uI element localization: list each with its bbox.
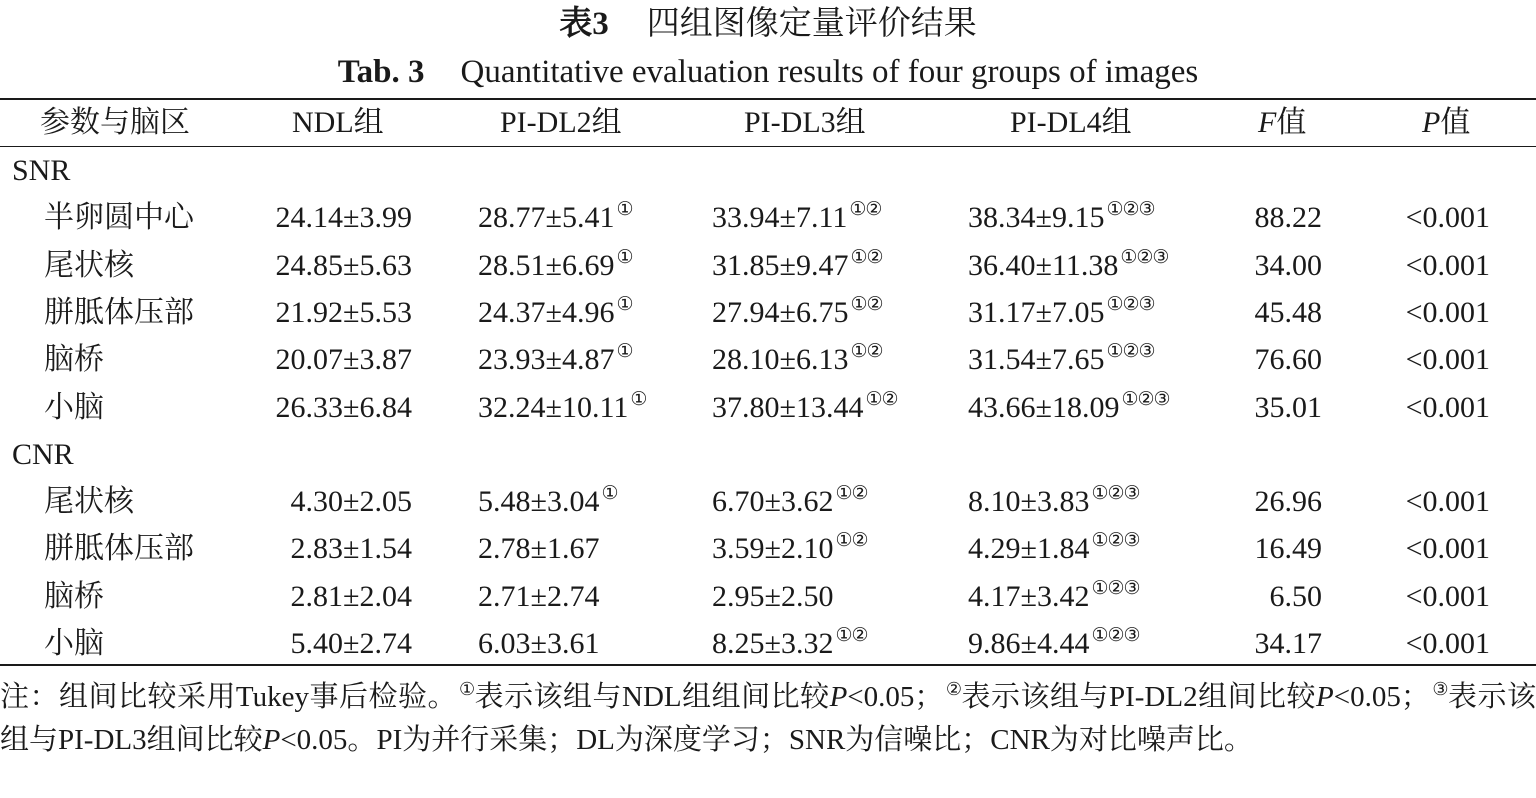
cell-dl2-value: 2.78±1.67: [478, 532, 600, 566]
cell-dl4-value: 43.66±18.09: [968, 390, 1120, 424]
cell-dl4-significance-mark: ①②③: [1091, 625, 1140, 646]
header-pi-dl2-group: PI-DL2组: [500, 106, 622, 139]
header-p-suffix: 值: [1440, 106, 1471, 139]
cell-dl4-significance-mark: ①②③: [1120, 246, 1169, 268]
cell-dl2-value: 2.71±2.74: [478, 579, 600, 613]
note-marker-2: ②: [945, 679, 962, 699]
cell-dl4-significance-mark: ①②③: [1091, 577, 1140, 599]
note-p-2: P: [1316, 681, 1334, 713]
note-cond-2: <0.05；: [1333, 681, 1430, 713]
cell-dl3: [712, 621, 868, 667]
cell-region: 脑桥: [44, 579, 104, 613]
cell-region: 脑桥: [44, 343, 104, 377]
table-row: [0, 195, 1536, 241]
cell-dl3-significance-mark: ①②: [865, 388, 898, 410]
header-f-suffix: 值: [1276, 106, 1307, 139]
cell-f-value: 16.49: [1254, 532, 1322, 566]
cell-ndl: 24.14±3.99: [275, 201, 412, 235]
cell-ndl: 4.30±2.05: [290, 485, 412, 519]
cell-ndl: 2.81±2.04: [290, 579, 412, 613]
section-label: SNR: [12, 154, 71, 187]
header-p-value: [1422, 100, 1470, 146]
header-ndl-group: NDL组: [292, 106, 384, 139]
table-row: [0, 526, 1536, 572]
cell-dl4-value: 31.54±7.65: [968, 343, 1105, 377]
note-text-1: 表示该组与NDL组组间比较: [474, 681, 830, 713]
cell-dl3-significance-mark: ①②: [835, 625, 868, 646]
section-label: CNR: [12, 437, 74, 471]
cell-dl4-significance-mark: ①②③: [1106, 341, 1155, 363]
cell-dl2-value: 23.93±4.87: [478, 343, 615, 377]
cell-dl3: [712, 385, 898, 431]
cell-dl4: [968, 337, 1155, 383]
cell-dl2-value: 32.24±10.11: [478, 390, 629, 424]
cell-dl4-value: 4.17±3.42: [968, 579, 1090, 613]
cell-dl3-value: 37.80±13.44: [712, 390, 864, 424]
cell-dl2-significance-mark: ①: [616, 293, 633, 315]
cell-region: 小脑: [44, 627, 104, 660]
header-pi-dl3-group: PI-DL3组: [744, 106, 866, 139]
cell-p-value: <0.001: [1405, 201, 1490, 235]
cell-dl4: [968, 621, 1140, 667]
note-p-1: P: [829, 681, 848, 713]
header-f-letter: F: [1258, 106, 1277, 139]
cell-dl4-value: 36.40±11.38: [968, 248, 1119, 282]
cell-dl2: [478, 574, 599, 620]
cell-ndl: 2.83±1.54: [290, 532, 412, 566]
cell-dl2: [478, 385, 646, 431]
cell-dl2: [478, 621, 599, 667]
table-caption-chinese: 四组图像定量评价结果: [646, 6, 977, 42]
cell-ndl: 5.40±2.74: [290, 627, 412, 660]
cell-p-value: <0.001: [1405, 485, 1490, 519]
note-p-3: P: [262, 724, 281, 756]
cell-dl3-significance-mark: ①②: [850, 246, 883, 268]
table-row: [0, 385, 1536, 431]
cell-p-value: <0.001: [1405, 248, 1490, 282]
cell-dl2-value: 28.51±6.69: [478, 248, 615, 282]
cell-dl4-value: 9.86±4.44: [968, 627, 1090, 660]
cell-p-value: <0.001: [1405, 532, 1490, 566]
table-title-english: [0, 52, 1536, 92]
header-f-value: [1258, 100, 1306, 146]
header-p-letter: P: [1422, 106, 1441, 139]
note-marker-1: ①: [458, 679, 475, 699]
cell-ndl: 26.33±6.84: [275, 390, 412, 424]
cell-dl2: [478, 290, 633, 336]
table-number-chinese: 表3: [559, 6, 609, 42]
header-pi-dl4-group: PI-DL4组: [1010, 106, 1132, 139]
cell-dl4-significance-mark: ①②③: [1091, 483, 1140, 505]
table-bottom-rule: [0, 664, 1536, 666]
cell-f-value: 34.17: [1254, 627, 1322, 660]
cell-region: 小脑: [44, 390, 104, 424]
cell-f-value: 76.60: [1254, 343, 1322, 377]
cell-dl3: [712, 574, 833, 620]
cell-ndl: 20.07±3.87: [275, 343, 412, 377]
cell-dl2-significance-mark: ①: [630, 388, 647, 410]
cell-dl4-significance-mark: ①②③: [1106, 199, 1155, 221]
cell-f-value: 6.50: [1269, 579, 1322, 613]
note-text-2: 表示该组与PI-DL2组间比较: [961, 681, 1317, 713]
cell-p-value: <0.001: [1405, 627, 1490, 660]
table-row: [0, 574, 1536, 620]
cell-dl4-significance-mark: ①②③: [1121, 388, 1170, 410]
section-row: [0, 432, 1536, 478]
cell-region: 尾状核: [44, 485, 134, 519]
table-header-row: [0, 100, 1536, 146]
cell-region: 胼胝体压部: [44, 295, 194, 329]
cell-region: 尾状核: [44, 248, 134, 282]
cell-dl3-significance-mark: ①②: [835, 483, 868, 505]
table-number-english: Tab. 3: [337, 54, 425, 90]
note-cond-3: <0.05。: [280, 724, 377, 756]
note-text-3: 表示该组与PI-DL3组间比较: [0, 681, 1536, 756]
cell-dl3-significance-mark: ①②: [835, 530, 868, 552]
note-cond-1: <0.05；: [847, 681, 944, 713]
cell-dl3: [712, 479, 868, 525]
cell-dl4-value: 38.34±9.15: [968, 201, 1105, 235]
cell-dl4: [968, 526, 1140, 572]
cell-dl4: [968, 290, 1155, 336]
cell-p-value: <0.001: [1405, 343, 1490, 377]
cell-dl3: [712, 243, 883, 289]
cell-dl3: [712, 195, 881, 241]
cell-dl3-significance-mark: ①②: [850, 341, 883, 363]
table-caption-english: Quantitative evaluation results of four groups of images: [460, 54, 1199, 90]
cell-dl4: [968, 195, 1155, 241]
cell-f-value: 35.01: [1254, 390, 1322, 424]
note-abbreviations: PI为并行采集；DL为深度学习；SNR为信噪比；CNR为对比噪声比。: [376, 724, 1253, 756]
cell-dl2-value: 5.48±3.04: [478, 485, 600, 519]
cell-dl2: [478, 243, 633, 289]
cell-f-value: 26.96: [1254, 485, 1322, 519]
section-row: [0, 148, 1536, 194]
cell-dl3-value: 2.95±2.50: [712, 579, 834, 613]
cell-dl2: [478, 337, 633, 383]
note-marker-3: ③: [1431, 679, 1448, 699]
note-prefix: 注：组间比较采用Tukey事后检验。: [0, 681, 457, 713]
cell-dl2-value: 6.03±3.61: [478, 627, 600, 660]
cell-dl2-significance-mark: ①: [616, 199, 633, 221]
cell-dl2-value: 24.37±4.96: [478, 295, 615, 329]
table-footnote: [0, 676, 1536, 762]
cell-dl3: [712, 526, 868, 572]
cell-dl2-significance-mark: ①: [616, 246, 633, 268]
header-parameter-region: 参数与脑区: [40, 106, 190, 139]
cell-dl4: [968, 479, 1140, 525]
table-title-chinese: [0, 2, 1536, 46]
cell-p-value: <0.001: [1405, 295, 1490, 329]
cell-f-value: 34.00: [1254, 248, 1322, 282]
cell-dl4: [968, 385, 1170, 431]
cell-region: 半卵圆中心: [44, 201, 194, 235]
cell-dl3-value: 3.59±2.10: [712, 532, 834, 566]
table-row: [0, 290, 1536, 336]
cell-dl3-value: 33.94±7.11: [712, 201, 848, 235]
cell-dl4-value: 8.10±3.83: [968, 485, 1090, 519]
cell-dl2-significance-mark: ①: [601, 483, 618, 505]
cell-ndl: 21.92±5.53: [275, 295, 412, 329]
cell-dl3: [712, 337, 883, 383]
cell-p-value: <0.001: [1405, 390, 1490, 424]
cell-dl2-value: 28.77±5.41: [478, 201, 615, 235]
cell-dl3-significance-mark: ①②: [850, 293, 883, 315]
cell-dl4: [968, 243, 1168, 289]
table-row: [0, 621, 1536, 667]
cell-dl4: [968, 574, 1140, 620]
table-row: [0, 243, 1536, 289]
cell-dl3-value: 8.25±3.32: [712, 627, 834, 660]
cell-dl4-value: 31.17±7.05: [968, 295, 1105, 329]
cell-dl2: [478, 526, 599, 572]
cell-dl2: [478, 479, 618, 525]
cell-dl3: [712, 290, 883, 336]
cell-dl4-value: 4.29±1.84: [968, 532, 1090, 566]
table-header-rule: [0, 146, 1536, 147]
cell-ndl: 24.85±5.63: [275, 248, 412, 282]
cell-dl2: [478, 195, 633, 241]
cell-p-value: <0.001: [1405, 579, 1490, 613]
cell-dl2-significance-mark: ①: [616, 341, 633, 363]
cell-f-value: 88.22: [1254, 201, 1322, 235]
cell-f-value: 45.48: [1254, 295, 1322, 329]
table-row: [0, 479, 1536, 525]
cell-dl3-value: 31.85±9.47: [712, 248, 849, 282]
cell-dl3-value: 27.94±6.75: [712, 295, 849, 329]
table-row: [0, 337, 1536, 383]
cell-dl3-value: 28.10±6.13: [712, 343, 849, 377]
cell-region: 胼胝体压部: [44, 532, 194, 566]
cell-dl4-significance-mark: ①②③: [1091, 530, 1140, 552]
cell-dl3-value: 6.70±3.62: [712, 485, 834, 519]
cell-dl3-significance-mark: ①②: [849, 199, 882, 221]
cell-dl4-significance-mark: ①②③: [1106, 293, 1155, 315]
